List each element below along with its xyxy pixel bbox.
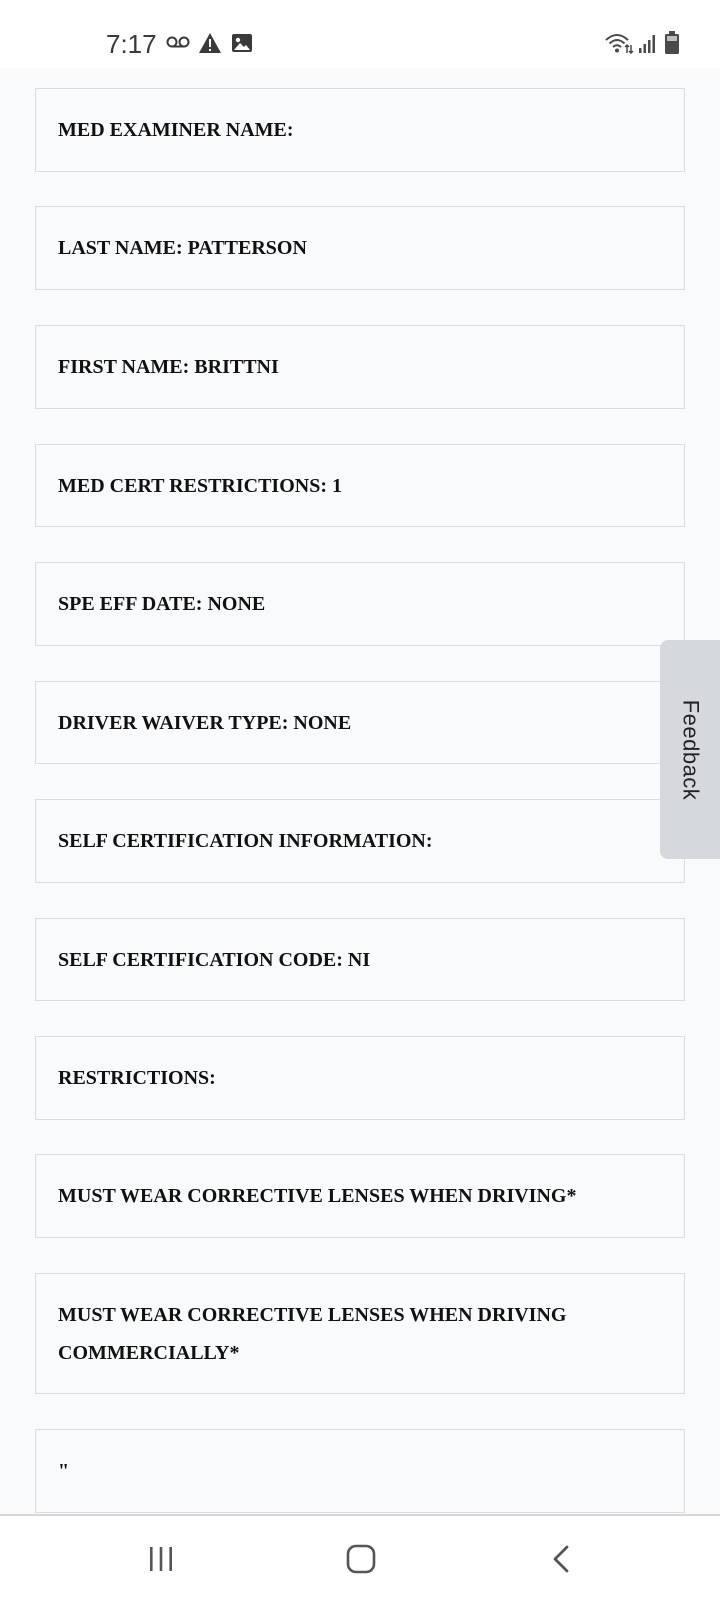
back-button[interactable]: [537, 1534, 587, 1584]
field-first-name: [35, 325, 685, 409]
field-text: ": [58, 1460, 70, 1482]
field-text: SELF CERTIFICATION INFORMATION:: [58, 830, 433, 852]
field-text: SPE EFF DATE: NONE: [58, 593, 266, 615]
warning-icon: [198, 32, 222, 59]
field-restrictions: [35, 1036, 685, 1120]
battery-icon: [664, 31, 680, 60]
image-icon: [231, 33, 253, 58]
field-text: RESTRICTIONS:: [58, 1067, 216, 1089]
field-text: MUST WEAR CORRECTIVE LENSES WHEN DRIVING*: [58, 1185, 577, 1207]
signal-icon: [638, 32, 658, 59]
recent-apps-icon: [146, 1544, 176, 1574]
back-icon: [547, 1544, 577, 1574]
field-self-certification-information: [35, 799, 685, 883]
home-icon: [345, 1543, 377, 1575]
field-spe-eff-date: [35, 562, 685, 646]
home-button[interactable]: [336, 1534, 386, 1584]
field-text: MED EXAMINER NAME:: [58, 119, 294, 141]
field-med-cert-restrictions: [35, 444, 685, 527]
field-text: FIRST NAME: BRITTNI: [58, 356, 279, 378]
field-self-certification-code: [35, 918, 685, 1001]
detail-list[interactable]: [0, 68, 720, 1516]
field-restriction-corrective-lenses: [35, 1154, 685, 1238]
field-text: MUST WEAR CORRECTIVE LENSES WHEN DRIVING COMMERCIALLY*: [58, 1303, 567, 1364]
voicemail-icon: [166, 36, 190, 55]
navigation-bar: [0, 1514, 720, 1600]
field-driver-waiver-type: [35, 681, 685, 764]
field-text: MED CERT RESTRICTIONS: 1: [58, 474, 342, 497]
field-text: DRIVER WAIVER TYPE: NONE: [58, 711, 352, 734]
wifi-icon: [604, 32, 634, 59]
status-time: 7:17: [106, 29, 157, 59]
feedback-label: Feedback: [678, 699, 703, 800]
field-last-name: [35, 206, 685, 290]
feedback-tab[interactable]: [660, 640, 720, 859]
field-text: LAST NAME: PATTERSON: [58, 237, 307, 259]
field-text: SELF CERTIFICATION CODE: NI: [58, 948, 371, 971]
recent-apps-button[interactable]: [136, 1534, 186, 1584]
field-med-examiner-name: [35, 88, 685, 172]
status-bar: [0, 0, 720, 68]
field-restriction-corrective-lenses-commercial: [35, 1273, 685, 1394]
field-quote: [35, 1429, 685, 1513]
